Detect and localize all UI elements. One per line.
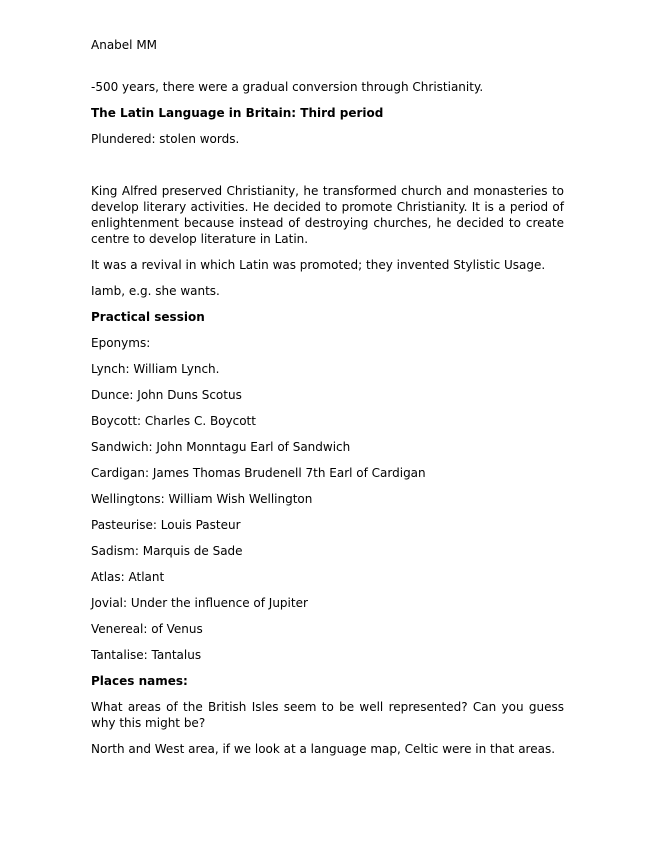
eponym-lynch: Lynch: William Lynch.: [91, 362, 220, 376]
heading-latin-third-period: The Latin Language in Britain: Third period: [91, 106, 384, 120]
eponym-boycott: Boycott: Charles C. Boycott: [91, 414, 256, 428]
paragraph-question: What areas of the British Isles seem to be well represented? Can you guess why this might be?: [91, 700, 564, 730]
eponym-wellingtons: Wellingtons: William Wish Wellington: [91, 492, 313, 506]
document-page: [91, 37, 564, 767]
paragraph-iamb: Iamb, e.g. she wants.: [91, 284, 220, 298]
eponym-jovial: Jovial: Under the influence of Jupiter: [91, 596, 308, 610]
paragraph-answer: North and West area, if we look at a language map, Celtic were in that areas.: [91, 742, 556, 756]
heading-places-names: Places names:: [91, 674, 188, 688]
eponym-sandwich: Sandwich: John Monntagu Earl of Sandwich: [91, 440, 351, 454]
author-name: Anabel MM: [91, 38, 158, 52]
paragraph-plundered: Plundered: stolen words.: [91, 132, 240, 146]
eponym-tantalise: Tantalise: Tantalus: [91, 648, 202, 662]
label-eponyms: Eponyms:: [91, 336, 151, 350]
paragraph-king-alfred: King Alfred preserved Christianity, he transformed church and monasteries to develop literary activities. He decided to promote Christianity. It is a period of enlightenment because instead of destroying churches, he decided to create centre to develop literature in Latin.: [91, 184, 564, 246]
eponym-atlas: Atlas: Atlant: [91, 570, 165, 584]
eponym-cardigan: Cardigan: James Thomas Brudenell 7th Earl of Cardigan: [91, 466, 426, 480]
paragraph-conversion: -500 years, there were a gradual conversion through Christianity.: [91, 80, 484, 94]
eponym-venereal: Venereal: of Venus: [91, 622, 203, 636]
heading-practical-session: Practical session: [91, 310, 205, 324]
eponym-sadism: Sadism: Marquis de Sade: [91, 544, 243, 558]
eponym-pasteurise: Pasteurise: Louis Pasteur: [91, 518, 241, 532]
eponym-dunce: Dunce: John Duns Scotus: [91, 388, 242, 402]
paragraph-revival: It was a revival in which Latin was promoted; they invented Stylistic Usage.: [91, 258, 546, 272]
